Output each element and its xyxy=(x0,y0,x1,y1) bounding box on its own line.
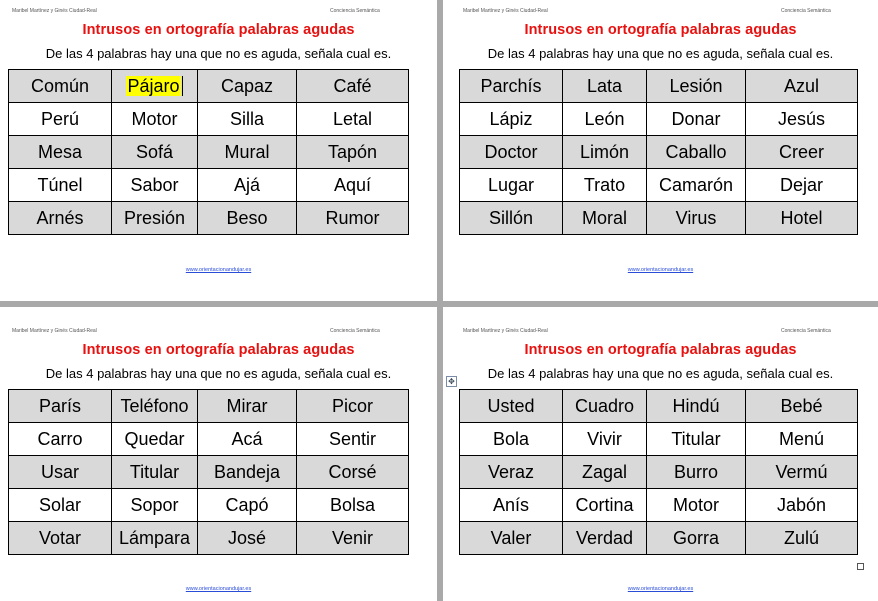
word-cell[interactable]: Lápiz xyxy=(460,103,563,136)
table-row xyxy=(460,522,858,555)
word-cell[interactable]: Letal xyxy=(297,103,409,136)
word-cell[interactable]: Doctor xyxy=(460,136,563,169)
word-cell[interactable]: Vivir xyxy=(563,423,647,456)
worksheet-instructions: De las 4 palabras hay una que no es aguda, señala cual es. xyxy=(45,46,392,61)
worksheet-page-2 xyxy=(443,0,878,301)
footer-link[interactable]: www.orientacionandujar.es xyxy=(627,267,694,273)
word-cell[interactable]: Venir xyxy=(297,522,409,555)
table-row xyxy=(9,390,409,423)
word-cell[interactable]: Teléfono xyxy=(112,390,198,423)
resize-handle-icon[interactable] xyxy=(857,563,864,570)
word-cell[interactable]: Moral xyxy=(563,202,647,235)
word-cell[interactable]: Titular xyxy=(647,423,746,456)
word-table[interactable] xyxy=(8,69,409,235)
word-cell[interactable]: Hotel xyxy=(746,202,858,235)
word-cell[interactable]: Usted xyxy=(460,390,563,423)
worksheet-title: Intrusos en ortografía palabras agudas xyxy=(524,342,797,358)
table-row xyxy=(9,489,409,522)
word-cell[interactable]: Menú xyxy=(746,423,858,456)
word-table[interactable] xyxy=(459,389,858,555)
word-cell[interactable]: Jesús xyxy=(746,103,858,136)
word-cell[interactable]: Bebé xyxy=(746,390,858,423)
word-cell[interactable]: Creer xyxy=(746,136,858,169)
page-header-author: Maribel Martínez y Ginés Ciudad-Real xyxy=(12,8,97,14)
worksheet-instructions: De las 4 palabras hay una que no es aguda, señala cual es. xyxy=(487,366,834,381)
word-cell[interactable]: Rumor xyxy=(297,202,409,235)
word-cell[interactable]: Trato xyxy=(563,169,647,202)
word-cell[interactable]: Acá xyxy=(198,423,297,456)
word-cell[interactable]: Mural xyxy=(198,136,297,169)
word-cell[interactable]: Lámpara xyxy=(112,522,198,555)
word-cell[interactable]: Valer xyxy=(460,522,563,555)
word-cell[interactable]: Titular xyxy=(112,456,198,489)
word-cell[interactable]: Dejar xyxy=(746,169,858,202)
word-cell[interactable]: Aquí xyxy=(297,169,409,202)
word-cell[interactable]: Sabor xyxy=(112,169,198,202)
word-cell[interactable]: Hindú xyxy=(647,390,746,423)
table-row xyxy=(460,103,858,136)
word-cell[interactable]: Perú xyxy=(9,103,112,136)
table-row xyxy=(460,202,858,235)
word-cell[interactable]: Sofá xyxy=(112,136,198,169)
word-cell[interactable]: Capaz xyxy=(198,70,297,103)
word-cell[interactable]: París xyxy=(9,390,112,423)
word-cell[interactable]: Motor xyxy=(647,489,746,522)
highlighted-word[interactable]: Pájaro xyxy=(127,75,180,96)
word-cell[interactable]: Cortina xyxy=(563,489,647,522)
page-header-topic: Conciencia Semántica xyxy=(330,8,380,14)
table-row xyxy=(460,390,858,423)
table-row xyxy=(460,423,858,456)
word-table[interactable] xyxy=(8,389,409,555)
word-cell[interactable]: Bola xyxy=(460,423,563,456)
word-cell[interactable]: Azul xyxy=(746,70,858,103)
word-table[interactable] xyxy=(459,69,858,235)
word-cell-selected[interactable] xyxy=(112,70,198,103)
word-cell[interactable]: Picor xyxy=(297,390,409,423)
worksheet-page-4 xyxy=(443,307,878,601)
word-cell[interactable]: Verdad xyxy=(563,522,647,555)
page-header-author: Maribel Martínez y Ginés Ciudad-Real xyxy=(463,8,548,14)
table-row xyxy=(460,489,858,522)
table-row xyxy=(460,456,858,489)
move-arrows-icon[interactable]: ✥ xyxy=(446,376,457,387)
word-cell[interactable]: Tapón xyxy=(297,136,409,169)
word-cell[interactable]: Motor xyxy=(112,103,198,136)
word-cell[interactable]: José xyxy=(198,522,297,555)
word-cell[interactable]: Veraz xyxy=(460,456,563,489)
word-cell[interactable]: Lesión xyxy=(647,70,746,103)
word-cell[interactable]: Sopor xyxy=(112,489,198,522)
worksheet-page-3 xyxy=(0,307,437,601)
word-cell[interactable]: Café xyxy=(297,70,409,103)
word-cell[interactable]: Carro xyxy=(9,423,112,456)
table-row xyxy=(9,522,409,555)
word-cell[interactable]: Anís xyxy=(460,489,563,522)
word-cell[interactable]: Sentir xyxy=(297,423,409,456)
word-cell[interactable]: Parchís xyxy=(460,70,563,103)
page-header-topic: Conciencia Semántica xyxy=(781,328,831,334)
page-header-author: Maribel Martínez y Ginés Ciudad-Real xyxy=(463,328,548,334)
word-cell[interactable]: Silla xyxy=(198,103,297,136)
worksheet-instructions: De las 4 palabras hay una que no es aguda, señala cual es. xyxy=(487,46,834,61)
word-cell[interactable]: Donar xyxy=(647,103,746,136)
table-row xyxy=(9,136,409,169)
footer-link[interactable]: www.orientacionandujar.es xyxy=(185,586,252,592)
word-cell[interactable]: Zulú xyxy=(746,522,858,555)
word-cell[interactable]: Jabón xyxy=(746,489,858,522)
table-row xyxy=(460,70,858,103)
word-cell[interactable]: Limón xyxy=(563,136,647,169)
word-cell[interactable]: Mesa xyxy=(9,136,112,169)
word-cell[interactable]: Mirar xyxy=(198,390,297,423)
table-row xyxy=(9,456,409,489)
footer-link[interactable]: www.orientacionandujar.es xyxy=(627,586,694,592)
word-cell[interactable]: Túnel xyxy=(9,169,112,202)
table-row xyxy=(9,70,409,103)
page-header-topic: Conciencia Semántica xyxy=(330,328,380,334)
table-row xyxy=(9,423,409,456)
word-cell[interactable]: Lugar xyxy=(460,169,563,202)
page-header-author: Maribel Martínez y Ginés Ciudad-Real xyxy=(12,328,97,334)
word-cell[interactable]: Bandeja xyxy=(198,456,297,489)
word-cell[interactable]: León xyxy=(563,103,647,136)
table-row xyxy=(460,136,858,169)
word-cell[interactable]: Caballo xyxy=(647,136,746,169)
worksheet-title: Intrusos en ortografía palabras agudas xyxy=(524,22,797,38)
page-header-topic: Conciencia Semántica xyxy=(781,8,831,14)
word-cell[interactable]: Común xyxy=(9,70,112,103)
word-cell[interactable]: Bolsa xyxy=(297,489,409,522)
word-cell[interactable]: Zagal xyxy=(563,456,647,489)
word-cell[interactable]: Lata xyxy=(563,70,647,103)
word-cell[interactable]: Usar xyxy=(9,456,112,489)
footer-link[interactable]: www.orientacionandujar.es xyxy=(185,267,252,273)
word-cell[interactable]: Burro xyxy=(647,456,746,489)
word-cell[interactable]: Capó xyxy=(198,489,297,522)
word-cell[interactable]: Beso xyxy=(198,202,297,235)
word-cell[interactable]: Vermú xyxy=(746,456,858,489)
worksheet-instructions: De las 4 palabras hay una que no es aguda, señala cual es. xyxy=(45,366,392,381)
word-cell[interactable]: Cuadro xyxy=(563,390,647,423)
worksheet-page-1 xyxy=(0,0,437,301)
table-row xyxy=(9,103,409,136)
table-row xyxy=(9,202,409,235)
word-cell[interactable]: Ajá xyxy=(198,169,297,202)
worksheet-title: Intrusos en ortografía palabras agudas xyxy=(82,22,355,38)
word-cell[interactable]: Quedar xyxy=(112,423,198,456)
table-row xyxy=(9,169,409,202)
word-cell[interactable]: Votar xyxy=(9,522,112,555)
word-cell[interactable]: Virus xyxy=(647,202,746,235)
worksheet-title: Intrusos en ortografía palabras agudas xyxy=(82,342,355,358)
word-cell[interactable]: Arnés xyxy=(9,202,112,235)
word-cell[interactable]: Gorra xyxy=(647,522,746,555)
word-cell[interactable]: Presión xyxy=(112,202,198,235)
word-cell[interactable]: Corsé xyxy=(297,456,409,489)
text-cursor xyxy=(182,76,183,96)
word-cell[interactable]: Sillón xyxy=(460,202,563,235)
word-cell[interactable]: Solar xyxy=(9,489,112,522)
word-cell[interactable]: Camarón xyxy=(647,169,746,202)
table-row xyxy=(460,169,858,202)
